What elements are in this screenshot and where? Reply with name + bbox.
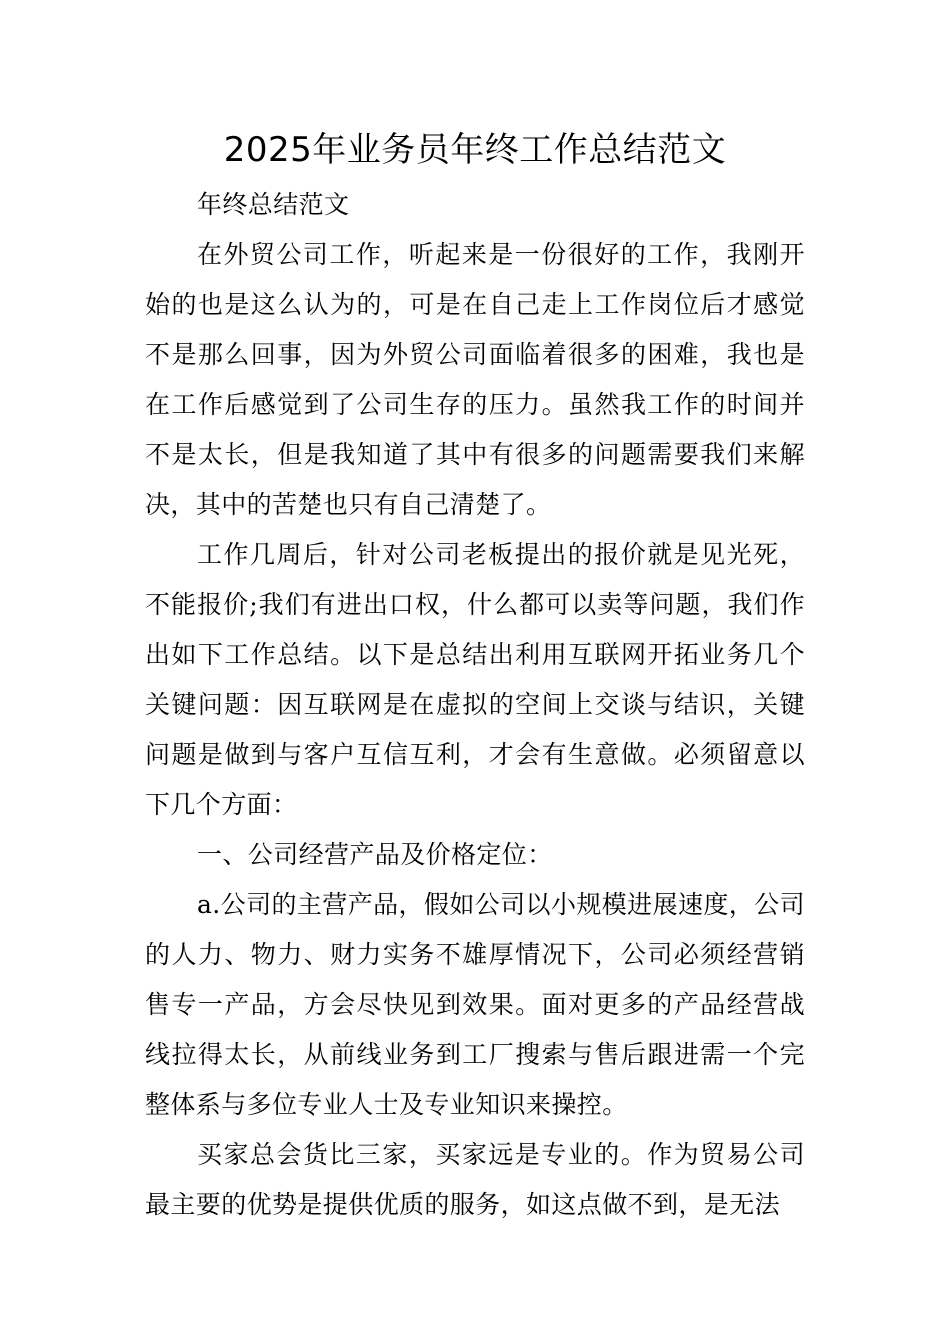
paragraph-intro: 在外贸公司工作，听起来是一份很好的工作，我刚开始的也是这么认为的，可是在自己走上工作岗位后才感觉不是那么回事，因为外贸公司面临着很多的困难，我也是在工作后感觉到了公司生存的压力。虽然我工作的时间并不是太长，但是我知道了其中有很多的问题需要我们来解决，其中的苦楚也只有自己清楚了。 bbox=[145, 240, 805, 519]
section-heading: 一、公司经营产品及价格定位： bbox=[197, 840, 553, 869]
paragraph-subtitle: 年终总结范文 bbox=[197, 190, 350, 219]
document-title: 2025年业务员年终工作总结范文 bbox=[223, 130, 727, 170]
paragraph-main-products: a.公司的主营产品，假如公司以小规模进展速度，公司的人力、物力、财力实务不雄厚情况下，公司必须经营销售专一产品，方会尽快见到效果。面对更多的产品经营战线拉得太长，从前线业务到工厂搜索与售后跟进需一个完整体系与多位专业人士及专业知识来操控。 bbox=[145, 890, 805, 1119]
paragraph-buyers: 买家总会货比三家，买家远是专业的。作为贸易公司最主要的优势是提供优质的服务，如这点做不到，是无法 bbox=[145, 1140, 805, 1219]
document-body bbox=[145, 180, 805, 1230]
paragraph-summary: 工作几周后，针对公司老板提出的报价就是见光死，不能报价;我们有进出口权，什么都可以卖等问题，我们作出如下工作总结。以下是总结出利用互联网开拓业务几个关键问题：因互联网是在虚拟的空间上交谈与结识，关键问题是做到与客户互信互利，才会有生意做。必须留意以下几个方面： bbox=[145, 540, 805, 819]
